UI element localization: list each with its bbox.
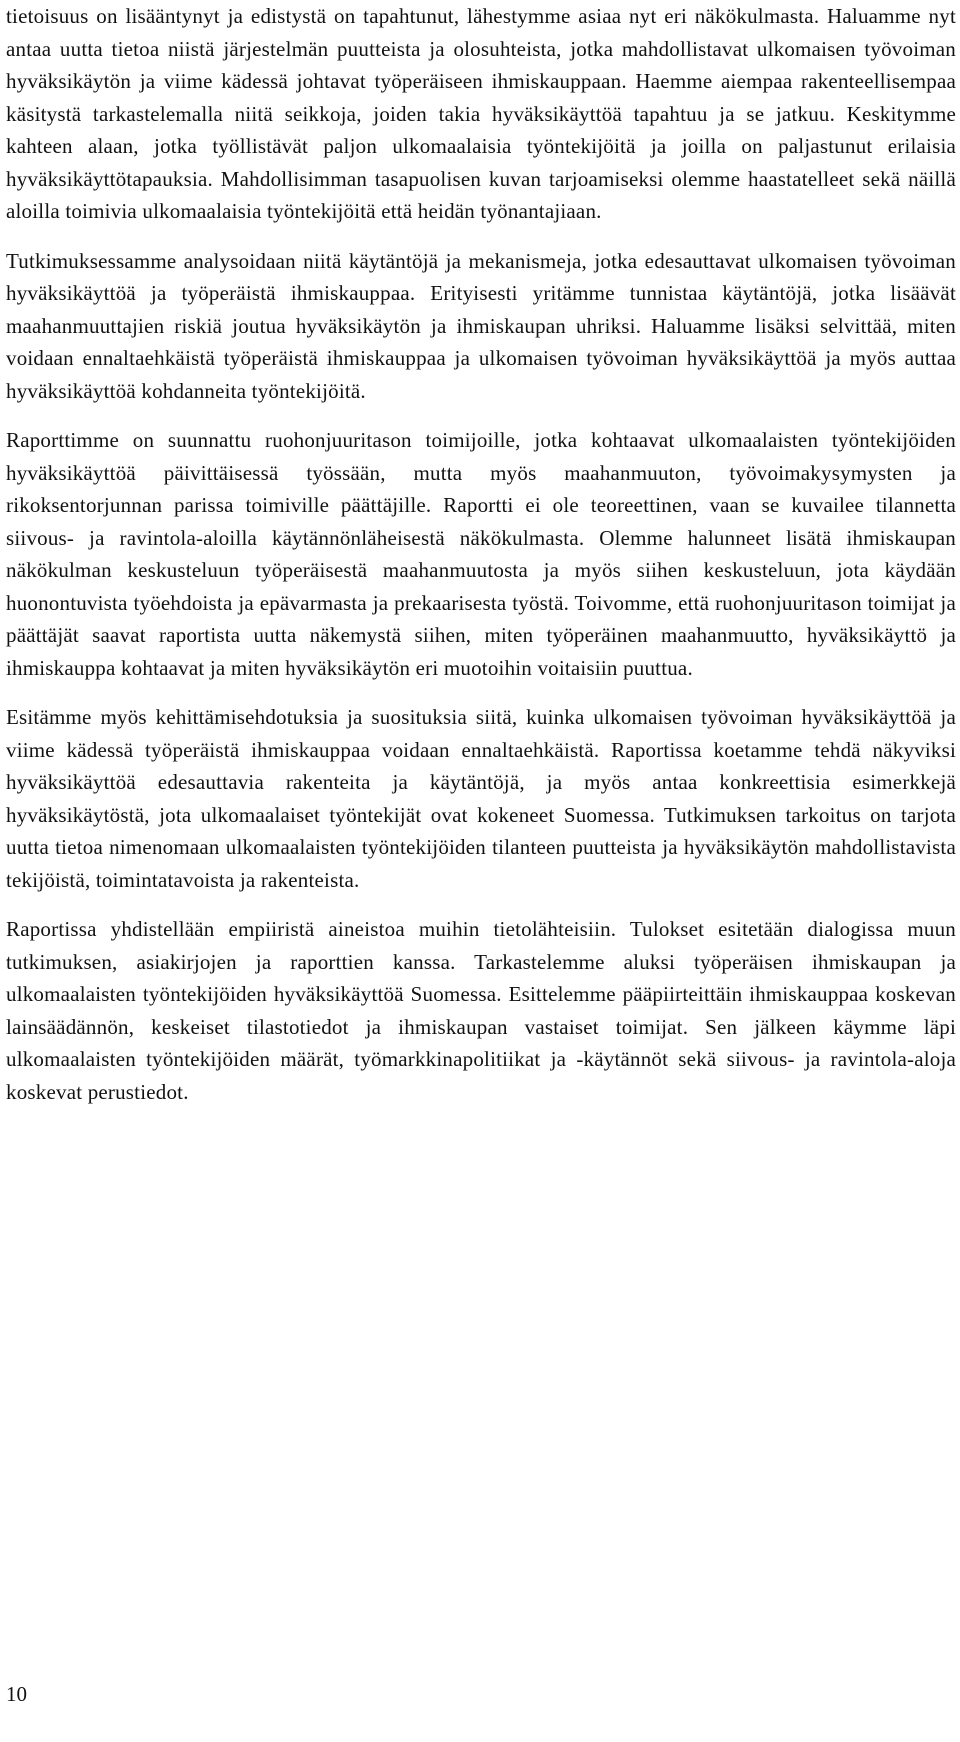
paragraph-1: tietoisuus on lisääntynyt ja edistystä on tapahtunut, lähestymme asiaa nyt eri näkökulmasta. Haluamme nyt antaa uutta tietoa niistä järjestelmän puutteista ja olosuhteista, jotka mahdollistavat ulkomaisen työvoiman hyväksikäytön ja viime kädessä johtavat työperäiseen ihmiskauppaan. Haemme aiempaa rakenteellisempaa käsitystä tarkastelemalla niitä seikkoja, joiden takia hyväksikäyttöä tapahtuu ja se jatkuu. Keskitymme kahteen alaan, jotka työllistävät paljon ulkomaalaisia työntekijöitä ja joilla on paljastunut erilaisia hyväksikäyttötapauksia. Mahdollisimman tasapuolisen kuvan tarjoamiseksi olemme haastatelleet sekä näillä aloilla toimivia ulkomaalaisia työntekijöitä että heidän työnantajiaan. <box>6 4 956 223</box>
paragraph-2: Tutkimuksessamme analysoidaan niitä käytäntöjä ja mekanismeja, jotka edesauttavat ulkomaisen työvoiman hyväksikäyttöä ja työperäistä ihmiskauppaa. Erityisesti yritämme tunnistaa käytäntöjä, jotka lisäävät maahanmuuttajien riskiä joutua hyväksikäytön ja ihmiskaupan uhriksi. Haluamme lisäksi selvittää, miten voidaan ennaltaehkäistä työperäistä ihmiskauppaa ja ulkomaisen työvoiman hyväksikäyttöä ja myös auttaa hyväksikäyttöä kohdanneita työntekijöitä. <box>6 248 956 403</box>
page-number: 10 <box>6 1682 27 1706</box>
body-text <box>6 0 956 1125</box>
paragraph-5: Raportissa yhdistellään empiiristä aineistoa muihin tietolähteisiin. Tulokset esitetään dialogissa muun tutkimuksen, asiakirjojen ja raporttien kanssa. Tarkastelemme aluksi työperäisen ihmiskaupan ja ulkomaalaisten työntekijöiden hyväksikäyttöä Suomessa. Esittelemme pääpiirteittäin ihmiskauppaa koskevan lainsäädännön, keskeiset tilastotiedot ja ihmiskaupan vastaiset toimijat. Sen jälkeen käymme läpi ulkomaalaisten työntekijöiden määrät, työmarkkinapolitiikat ja -käytännöt sekä siivous- ja ravintola-aloja koskevat perustiedot. <box>6 917 956 1104</box>
paragraph-3: Raporttimme on suunnattu ruohonjuuritason toimijoille, jotka kohtaavat ulkomaalaisten työntekijöiden hyväksikäyttöä päivittäisessä työssään, mutta myös maahanmuuton, työvoimakysymysten ja rikoksentorjunnan parissa toimiville päättäjille. Raportti ei ole teoreettinen, vaan se kuvailee tilannetta siivous- ja ravintola-aloilla käytännönläheisestä näkökulmasta. Olemme halunneet lisätä ihmiskaupan näkökulman keskusteluun työperäisestä maahanmuutosta ja myös siihen keskusteluun, jota käydään huonontuvista työehdoista ja epävarmasta ja prekaarisesta työstä. Toivomme, että ruohonjuuritason toimijat ja päättäjät saavat raportista uutta näkemystä siihen, miten työperäinen maahanmuutto, hyväksikäyttö ja ihmiskauppa kohtaavat ja miten hyväksikäytön eri muotoihin voitaisiin puuttua. <box>6 428 956 680</box>
document-page <box>6 0 958 1742</box>
paragraph-4: Esitämme myös kehittämisehdotuksia ja suosituksia siitä, kuinka ulkomaisen työvoiman hyväksikäyttöä ja viime kädessä työperäistä ihmiskauppaa voidaan ennaltaehkäistä. Raportissa koetamme tehdä näkyviksi hyväksikäyttöä edesauttavia rakenteita ja käytäntöjä, ja myös antaa konkreettisia esimerkkejä hyväksikäytöstä, jota ulkomaalaiset työntekijät ovat kokeneet Suomessa. Tutkimuksen tarkoitus on tarjota uutta tietoa nimenomaan ulkomaalaisten työntekijöiden tilanteen puutteista ja hyväksikäytön mahdollistavista tekijöistä, toimintatavoista ja rakenteista. <box>6 705 956 892</box>
